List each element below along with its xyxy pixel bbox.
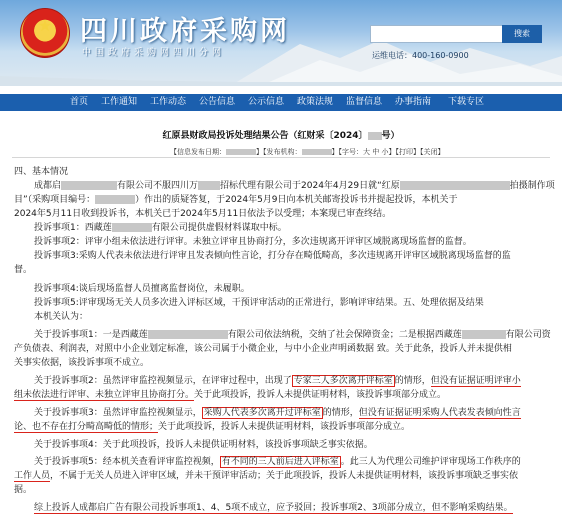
body-line: 关于投诉事项5：经本机关查看评审监控视频， 有不同的三人前后进入评标室 。此三人为代理公司维护评审现场工作秩序的 [34, 457, 521, 467]
body-line: 关于投诉事项4：关于此项投诉，投诉人未提供证明材料，该投诉事项缺乏事实依据。 [34, 440, 373, 450]
nav-item-news[interactable]: 工作动态 [150, 97, 187, 107]
main-nav [0, 94, 562, 111]
body-line: 目”（采购项目编号： ）作出的质疑答复，于2024年5月9日向本机关邮寄投诉书并提起投诉，本机关于 [14, 195, 458, 205]
nav-item-notices[interactable]: 工作通知 [101, 97, 138, 107]
body-line: 2024年5月11日收到投诉书，本机关已于2024年5月11日依法予以受理；本案现已审查终结。 [14, 209, 392, 219]
body-line: 投诉事项5:评审现场无关人员多次进入评标区域，干预评审活动的正常进行，影响评审结果。五、处理依据及结果 [34, 298, 484, 308]
font-size-controls[interactable]: 】【字号：大 中 小】【打印】【关闭】 [331, 148, 445, 156]
body-line: 关于投诉事项3：虽然评审监控视频显示， 采购人代表多次离开过评标室 的情形，但没有证据证明采购人代表发表倾向性言 [34, 408, 521, 418]
body-line: 成都启 有限公司不服四川万 招标代理有限公司于2024年4月29日就“红原 拍摄制作项 [34, 181, 555, 191]
body-line: 关于投诉事项2：虽然评审监控视频显示，在评审过程中，出现了 专家三人多次离开评标室 的情形，但没有证据证明评审小 [34, 376, 521, 386]
highlight-box: 专家三人多次离开评标室 [293, 376, 393, 386]
nav-item-publicity[interactable]: 公示信息 [248, 97, 285, 107]
highlight-box: 采购人代表多次离开过评标室 [203, 408, 321, 418]
body-line: 投诉事项4:谈后现场监督人员擅离监督岗位，未履职。 [34, 284, 250, 294]
redaction [368, 132, 382, 140]
highlight-underline: 综上投诉人成都启广告有限公司投诉事项1、4、5项不成立，应予驳回；投诉事项2、3项部分成立，但不影响采购结果。 [34, 503, 513, 513]
site-banner [0, 0, 562, 86]
nav-item-downloads[interactable]: 下载专区 [448, 97, 485, 107]
body-line: 据。 [14, 485, 33, 495]
body-line: 投诉事项2：评审小组未依法进行评审。未独立评审且协商打分，多次违规离开评审区域脱离现场监督的监督。 [34, 237, 472, 247]
body-line: 本机关认为： [34, 312, 89, 322]
page-title: 红原县财政局投诉处理结果公告（红财采〔2024〕 号） [162, 131, 400, 141]
hotline-text: 运维电话：400-160-0900 [372, 51, 469, 60]
body-line: 投诉事项1：西藏莲 有限公司提供虚假材料谋取中标。 [34, 223, 287, 233]
highlight-underline: 但没有证据证明评审小 [430, 376, 521, 386]
body-line: 督。 [14, 265, 33, 275]
nav-item-home[interactable]: 首页 [70, 97, 89, 107]
conclusion-line [34, 502, 513, 514]
nav-item-supervision[interactable]: 监督信息 [346, 97, 383, 107]
highlight-box: 有不同的三人前后进入评标室 [221, 457, 339, 467]
section-heading: 四、基本情况 [14, 167, 69, 177]
body-line: 关于投诉事项1：一是西藏莲 有限公司依法纳税，交纳了社会保障资金；二是根据西藏莲 有限公司资 [34, 330, 551, 340]
body-line: 工作人员，不属于无关人员进入评审区域，并未干预评审活动；关于此项投诉，投诉人未提供证明材料，该投诉事项缺乏事实依 [14, 471, 519, 481]
highlight-underline: 工作人员 [14, 471, 51, 481]
highlight-underline: 但没有证据证明采购人代表发表倾向性言 [358, 408, 521, 418]
divider [12, 157, 550, 158]
body-line: 关事实依据，该投诉事项不成立。 [14, 358, 150, 368]
body-line: 投诉事项3:采购人代表未依法进行评审且发表倾向性言论，打分存在畸低畸高，多次违规离开评审区域脱离现场监督的监 [34, 251, 511, 261]
nav-item-policies[interactable]: 政策法规 [297, 97, 334, 107]
site-subtitle: 中国政府采购网四川分网 [82, 48, 226, 58]
nav-item-announcements[interactable]: 公告信息 [199, 97, 236, 107]
search-button[interactable]: 搜索 [502, 25, 542, 43]
nav-item-guide[interactable]: 办事指南 [395, 97, 432, 107]
body-line: 组未依法进行评审、未独立评审且协商打分。关于此项投诉，投诉人未提供证明材料，该投诉事项部分成立。 [14, 390, 447, 400]
search-input[interactable] [370, 25, 504, 43]
body-line: 产负债表、利润表，对照中小企业划定标准，该公司属于小微企业，与中小企业声明函数据 致。关于此条，投诉人并未提供相 [14, 344, 512, 354]
highlight-underline: 论、也不存在打分畸高畸低的情形； [14, 422, 159, 432]
highlight-underline: 组未依法进行评审、未独立评审且协商打分。 [14, 390, 195, 400]
article-meta: 【信息发布日期： 】【发布机构： 】【字号：大 中 小】【打印】【关闭】 [170, 148, 445, 156]
national-emblem-icon: ★ [20, 8, 70, 58]
site-title: 四川政府采购网 [80, 16, 290, 47]
body-line: 论、也不存在打分畸高畸低的情形；关于此项投诉，投诉人未提供证明材料，该投诉事项部分成立。 [14, 422, 411, 432]
